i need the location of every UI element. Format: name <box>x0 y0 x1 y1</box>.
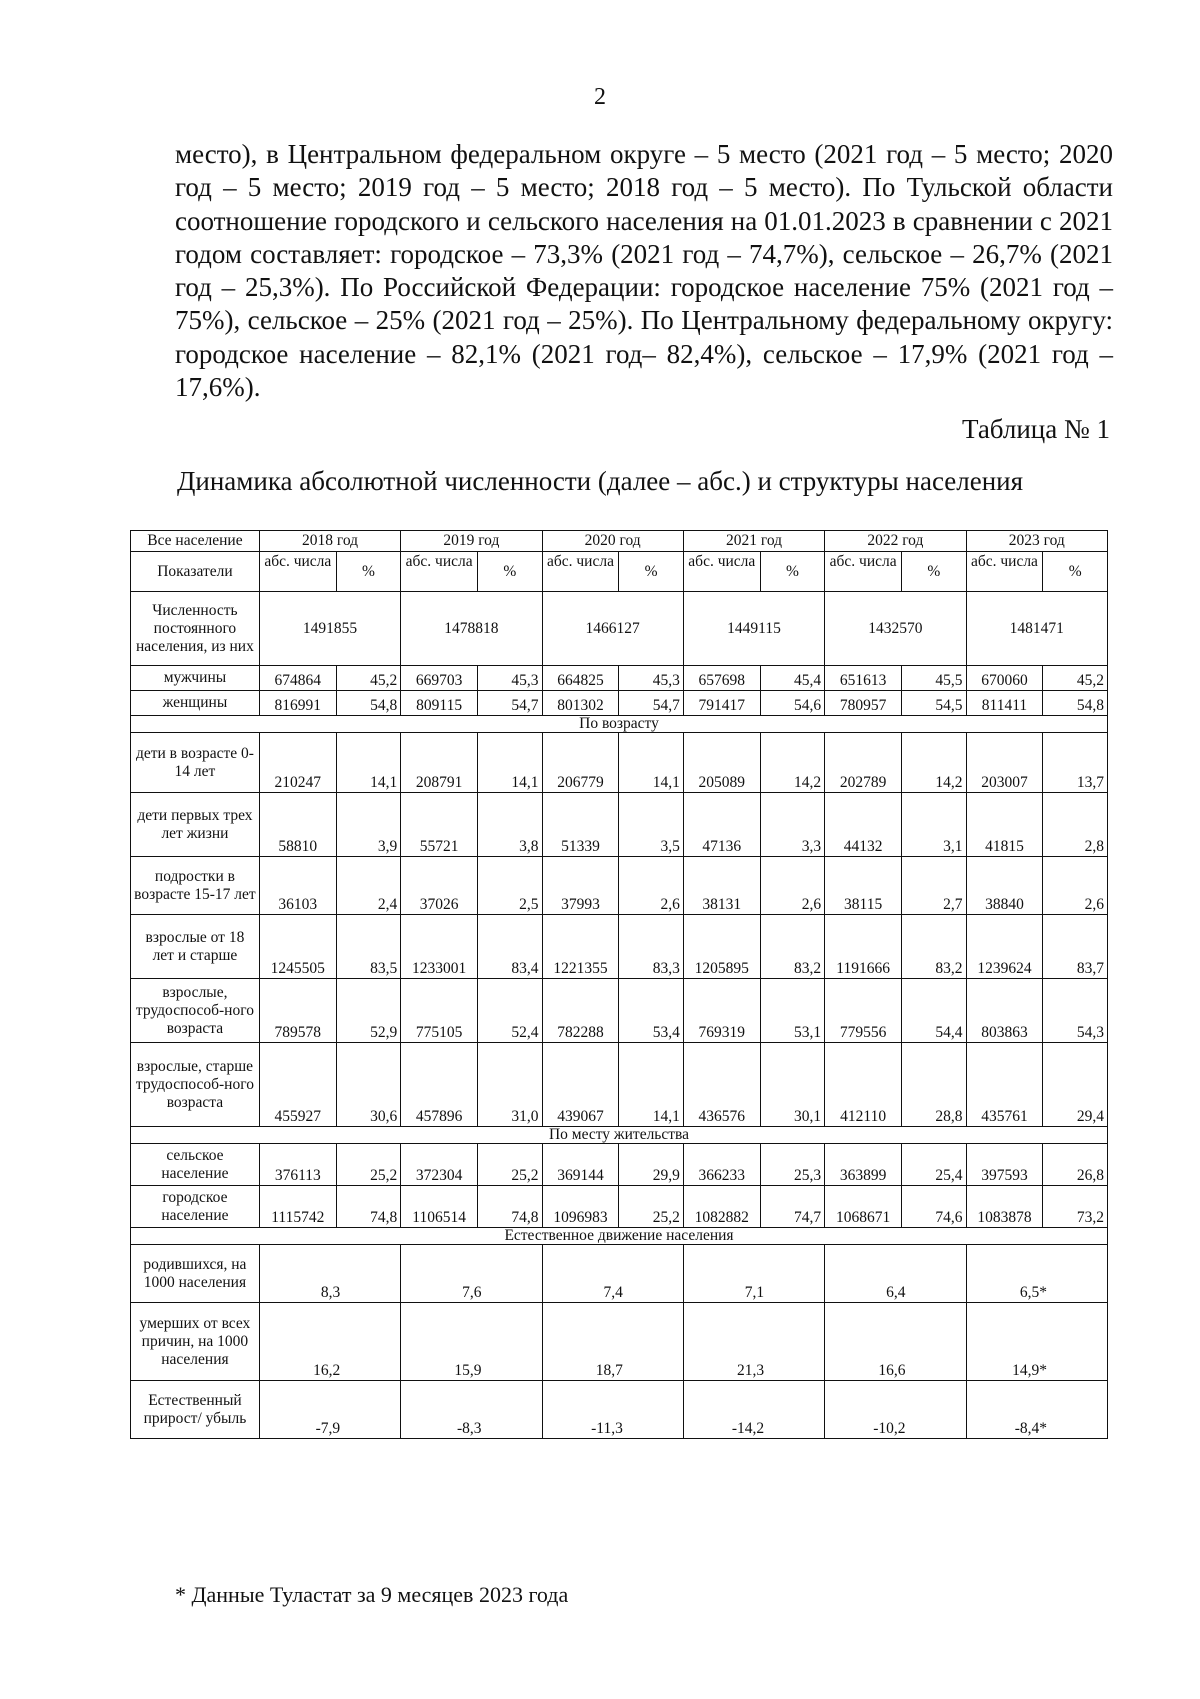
table-row <box>131 979 1108 1043</box>
pct-value: 2,4 <box>336 857 400 915</box>
pct-value: 83,5 <box>336 915 400 979</box>
abs-value: 376113 <box>259 1144 336 1186</box>
row-label: городское население <box>131 1186 260 1228</box>
pct-header: % <box>1043 552 1108 592</box>
pct-value: 25,2 <box>336 1144 400 1186</box>
abs-value: 457896 <box>401 1043 478 1127</box>
pct-value: 74,6 <box>902 1186 966 1228</box>
abs-value: 206779 <box>542 733 619 793</box>
table-row <box>131 1144 1108 1186</box>
rate-value: -7,9 <box>259 1381 400 1439</box>
abs-value: 657698 <box>683 666 760 691</box>
pct-value: 83,4 <box>478 915 542 979</box>
pct-value: 45,3 <box>478 666 542 691</box>
pct-value: 2,8 <box>1043 793 1108 857</box>
row-label: родившихся, на 1000 населения <box>131 1245 260 1303</box>
pct-value: 53,4 <box>619 979 683 1043</box>
abs-value: 1221355 <box>542 915 619 979</box>
abs-value: 210247 <box>259 733 336 793</box>
pct-value: 25,2 <box>478 1144 542 1186</box>
pct-value: 28,8 <box>902 1043 966 1127</box>
abs-value: 369144 <box>542 1144 619 1186</box>
total-value: 1449115 <box>683 592 824 666</box>
abs-value: 1083878 <box>966 1186 1043 1228</box>
abs-value: 366233 <box>683 1144 760 1186</box>
year-header: 2019 год <box>401 531 542 552</box>
population-table <box>130 530 1108 1439</box>
pct-value: 25,2 <box>619 1186 683 1228</box>
pct-value: 45,2 <box>336 666 400 691</box>
abs-value: 58810 <box>259 793 336 857</box>
abs-value: 36103 <box>259 857 336 915</box>
pct-value: 54,8 <box>336 691 400 716</box>
pct-value: 2,5 <box>478 857 542 915</box>
table-row <box>131 592 1108 666</box>
rate-value: 16,6 <box>825 1303 966 1381</box>
total-value: 1491855 <box>259 592 400 666</box>
pct-value: 54,6 <box>760 691 824 716</box>
pct-value: 30,1 <box>760 1043 824 1127</box>
pct-value: 54,3 <box>1043 979 1108 1043</box>
table-row <box>131 1043 1108 1127</box>
rate-value: -11,3 <box>542 1381 683 1439</box>
table-row <box>131 1127 1108 1144</box>
abs-value: 651613 <box>825 666 902 691</box>
abs-header: абс. числа <box>259 552 336 592</box>
pct-value: 45,3 <box>619 666 683 691</box>
pct-value: 45,2 <box>1043 666 1108 691</box>
abs-value: 1106514 <box>401 1186 478 1228</box>
abs-value: 38840 <box>966 857 1043 915</box>
pct-value: 83,2 <box>760 915 824 979</box>
abs-value: 44132 <box>825 793 902 857</box>
pct-value: 14,2 <box>902 733 966 793</box>
abs-header: абс. числа <box>683 552 760 592</box>
pct-value: 29,9 <box>619 1144 683 1186</box>
body-paragraph: место), в Центральном федеральном округе – 5 место (2021 год – 5 место; 2020 год – 5 место; 2019 год – 5 место; 2018 год – 5 место). По Тульской области соотношение городского и сельского населения на 01.01.2023 в сравнении с 2021 годом составляет: городское – 73,3% (2021 год – 74,7%), сельское – 26,7% (2021 год – 25,3%). По Российской Федерации: городское население 75% (2021 год – 75%), сельское – 25% (2021 год – 25%). По Центральному федеральному округу: городское население – 82,1% (2021 год– 82,4%), сельское – 17,9% (2021 год – 17,6%). <box>175 139 1113 403</box>
abs-value: 203007 <box>966 733 1043 793</box>
section-header: По возрасту <box>131 716 1108 733</box>
abs-value: 436576 <box>683 1043 760 1127</box>
total-value: 1478818 <box>401 592 542 666</box>
pct-value: 13,7 <box>1043 733 1108 793</box>
pct-value: 3,8 <box>478 793 542 857</box>
abs-value: 47136 <box>683 793 760 857</box>
abs-value: 1205895 <box>683 915 760 979</box>
abs-value: 1245505 <box>259 915 336 979</box>
abs-value: 1115742 <box>259 1186 336 1228</box>
abs-value: 789578 <box>259 979 336 1043</box>
pct-value: 3,5 <box>619 793 683 857</box>
rate-value: 21,3 <box>683 1303 824 1381</box>
corner-bottom-label: Показатели <box>131 552 260 592</box>
year-header: 2020 год <box>542 531 683 552</box>
table-row <box>131 1186 1108 1228</box>
pct-value: 54,7 <box>478 691 542 716</box>
abs-value: 55721 <box>401 793 478 857</box>
table-row <box>131 915 1108 979</box>
abs-value: 674864 <box>259 666 336 691</box>
pct-value: 54,7 <box>619 691 683 716</box>
abs-value: 372304 <box>401 1144 478 1186</box>
abs-value: 670060 <box>966 666 1043 691</box>
pct-value: 52,4 <box>478 979 542 1043</box>
pct-value: 14,1 <box>619 733 683 793</box>
abs-value: 435761 <box>966 1043 1043 1127</box>
table-row <box>131 666 1108 691</box>
pct-value: 2,7 <box>902 857 966 915</box>
pct-value: 74,7 <box>760 1186 824 1228</box>
total-value: 1432570 <box>825 592 966 666</box>
abs-value: 780957 <box>825 691 902 716</box>
abs-value: 801302 <box>542 691 619 716</box>
row-label: Численность постоянного населения, из них <box>131 592 260 666</box>
rate-value: 6,4 <box>825 1245 966 1303</box>
pct-value: 2,6 <box>760 857 824 915</box>
abs-value: 205089 <box>683 733 760 793</box>
table-row <box>131 531 1108 552</box>
rate-value: 15,9 <box>401 1303 542 1381</box>
pct-value: 3,9 <box>336 793 400 857</box>
pct-value: 26,8 <box>1043 1144 1108 1186</box>
abs-value: 1239624 <box>966 915 1043 979</box>
pct-value: 14,1 <box>336 733 400 793</box>
abs-value: 38131 <box>683 857 760 915</box>
abs-value: 669703 <box>401 666 478 691</box>
abs-value: 803863 <box>966 979 1043 1043</box>
row-label: подростки в возрасте 15-17 лет <box>131 857 260 915</box>
abs-header: абс. числа <box>542 552 619 592</box>
pct-value: 25,4 <box>902 1144 966 1186</box>
pct-value: 83,3 <box>619 915 683 979</box>
abs-value: 775105 <box>401 979 478 1043</box>
table-row <box>131 1245 1108 1303</box>
pct-value: 54,5 <box>902 691 966 716</box>
year-header: 2023 год <box>966 531 1108 552</box>
abs-value: 412110 <box>825 1043 902 1127</box>
table-title: Динамика абсолютной численности (далее – абс.) и структуры населения <box>176 466 1024 496</box>
pct-value: 14,1 <box>478 733 542 793</box>
table-row <box>131 793 1108 857</box>
rate-value: -8,4* <box>966 1381 1108 1439</box>
pct-value: 53,1 <box>760 979 824 1043</box>
abs-header: абс. числа <box>966 552 1043 592</box>
rate-value: 7,1 <box>683 1245 824 1303</box>
rate-value: -8,3 <box>401 1381 542 1439</box>
pct-value: 3,1 <box>902 793 966 857</box>
pct-value: 2,6 <box>1043 857 1108 915</box>
rate-value: 16,2 <box>259 1303 400 1381</box>
pct-value: 52,9 <box>336 979 400 1043</box>
abs-header: абс. числа <box>825 552 902 592</box>
abs-value: 1191666 <box>825 915 902 979</box>
abs-value: 38115 <box>825 857 902 915</box>
abs-value: 782288 <box>542 979 619 1043</box>
abs-value: 202789 <box>825 733 902 793</box>
table-row <box>131 733 1108 793</box>
abs-value: 37993 <box>542 857 619 915</box>
abs-value: 769319 <box>683 979 760 1043</box>
table-row <box>131 552 1108 592</box>
abs-value: 809115 <box>401 691 478 716</box>
pct-value: 30,6 <box>336 1043 400 1127</box>
rate-value: -10,2 <box>825 1381 966 1439</box>
rate-value: 7,4 <box>542 1245 683 1303</box>
abs-value: 439067 <box>542 1043 619 1127</box>
table-row <box>131 691 1108 716</box>
pct-value: 45,4 <box>760 666 824 691</box>
year-header: 2021 год <box>683 531 824 552</box>
pct-header: % <box>619 552 683 592</box>
row-label: мужчины <box>131 666 260 691</box>
table-row <box>131 1381 1108 1439</box>
abs-value: 1096983 <box>542 1186 619 1228</box>
section-header: По месту жительства <box>131 1127 1108 1144</box>
pct-header: % <box>902 552 966 592</box>
pct-value: 2,6 <box>619 857 683 915</box>
row-label: взрослые от 18 лет и старше <box>131 915 260 979</box>
abs-value: 1082882 <box>683 1186 760 1228</box>
abs-value: 41815 <box>966 793 1043 857</box>
pct-value: 54,8 <box>1043 691 1108 716</box>
abs-value: 37026 <box>401 857 478 915</box>
corner-top-label: Все население <box>131 531 260 552</box>
rate-value: 8,3 <box>259 1245 400 1303</box>
abs-value: 811411 <box>966 691 1043 716</box>
abs-value: 779556 <box>825 979 902 1043</box>
row-label: взрослые, старше трудоспособ-ного возраста <box>131 1043 260 1127</box>
abs-value: 51339 <box>542 793 619 857</box>
pct-value: 74,8 <box>336 1186 400 1228</box>
pct-value: 83,7 <box>1043 915 1108 979</box>
pct-value: 31,0 <box>478 1043 542 1127</box>
year-header: 2018 год <box>259 531 400 552</box>
abs-value: 664825 <box>542 666 619 691</box>
pct-value: 73,2 <box>1043 1186 1108 1228</box>
page-number: 2 <box>594 84 606 110</box>
abs-value: 397593 <box>966 1144 1043 1186</box>
pct-header: % <box>336 552 400 592</box>
total-value: 1481471 <box>966 592 1108 666</box>
table-row <box>131 857 1108 915</box>
table-label: Таблица № 1 <box>962 414 1110 444</box>
row-label: дети первых трех лет жизни <box>131 793 260 857</box>
row-label: взрослые, трудоспособ-ного возраста <box>131 979 260 1043</box>
rate-value: 14,9* <box>966 1303 1108 1381</box>
pct-value: 54,4 <box>902 979 966 1043</box>
rate-value: -14,2 <box>683 1381 824 1439</box>
abs-value: 208791 <box>401 733 478 793</box>
row-label: женщины <box>131 691 260 716</box>
rate-value: 7,6 <box>401 1245 542 1303</box>
abs-header: абс. числа <box>401 552 478 592</box>
rate-value: 6,5* <box>966 1245 1108 1303</box>
abs-value: 816991 <box>259 691 336 716</box>
abs-value: 791417 <box>683 691 760 716</box>
pct-value: 74,8 <box>478 1186 542 1228</box>
year-header: 2022 год <box>825 531 966 552</box>
row-label: дети в возрасте 0-14 лет <box>131 733 260 793</box>
rate-value: 18,7 <box>542 1303 683 1381</box>
abs-value: 1233001 <box>401 915 478 979</box>
row-label: Естественный прирост/ убыль <box>131 1381 260 1439</box>
abs-value: 1068671 <box>825 1186 902 1228</box>
table-row <box>131 716 1108 733</box>
pct-value: 25,3 <box>760 1144 824 1186</box>
row-label: сельское население <box>131 1144 260 1186</box>
row-label: умерших от всех причин, на 1000 населения <box>131 1303 260 1381</box>
abs-value: 455927 <box>259 1043 336 1127</box>
pct-value: 14,2 <box>760 733 824 793</box>
table-row <box>131 1303 1108 1381</box>
pct-value: 29,4 <box>1043 1043 1108 1127</box>
pct-value: 3,3 <box>760 793 824 857</box>
total-value: 1466127 <box>542 592 683 666</box>
pct-value: 45,5 <box>902 666 966 691</box>
footnote: * Данные Туластат за 9 месяцев 2023 года <box>175 1582 569 1607</box>
section-header: Естественное движение населения <box>131 1228 1108 1245</box>
pct-header: % <box>478 552 542 592</box>
pct-value: 83,2 <box>902 915 966 979</box>
pct-header: % <box>760 552 824 592</box>
pct-value: 14,1 <box>619 1043 683 1127</box>
table-row <box>131 1228 1108 1245</box>
abs-value: 363899 <box>825 1144 902 1186</box>
